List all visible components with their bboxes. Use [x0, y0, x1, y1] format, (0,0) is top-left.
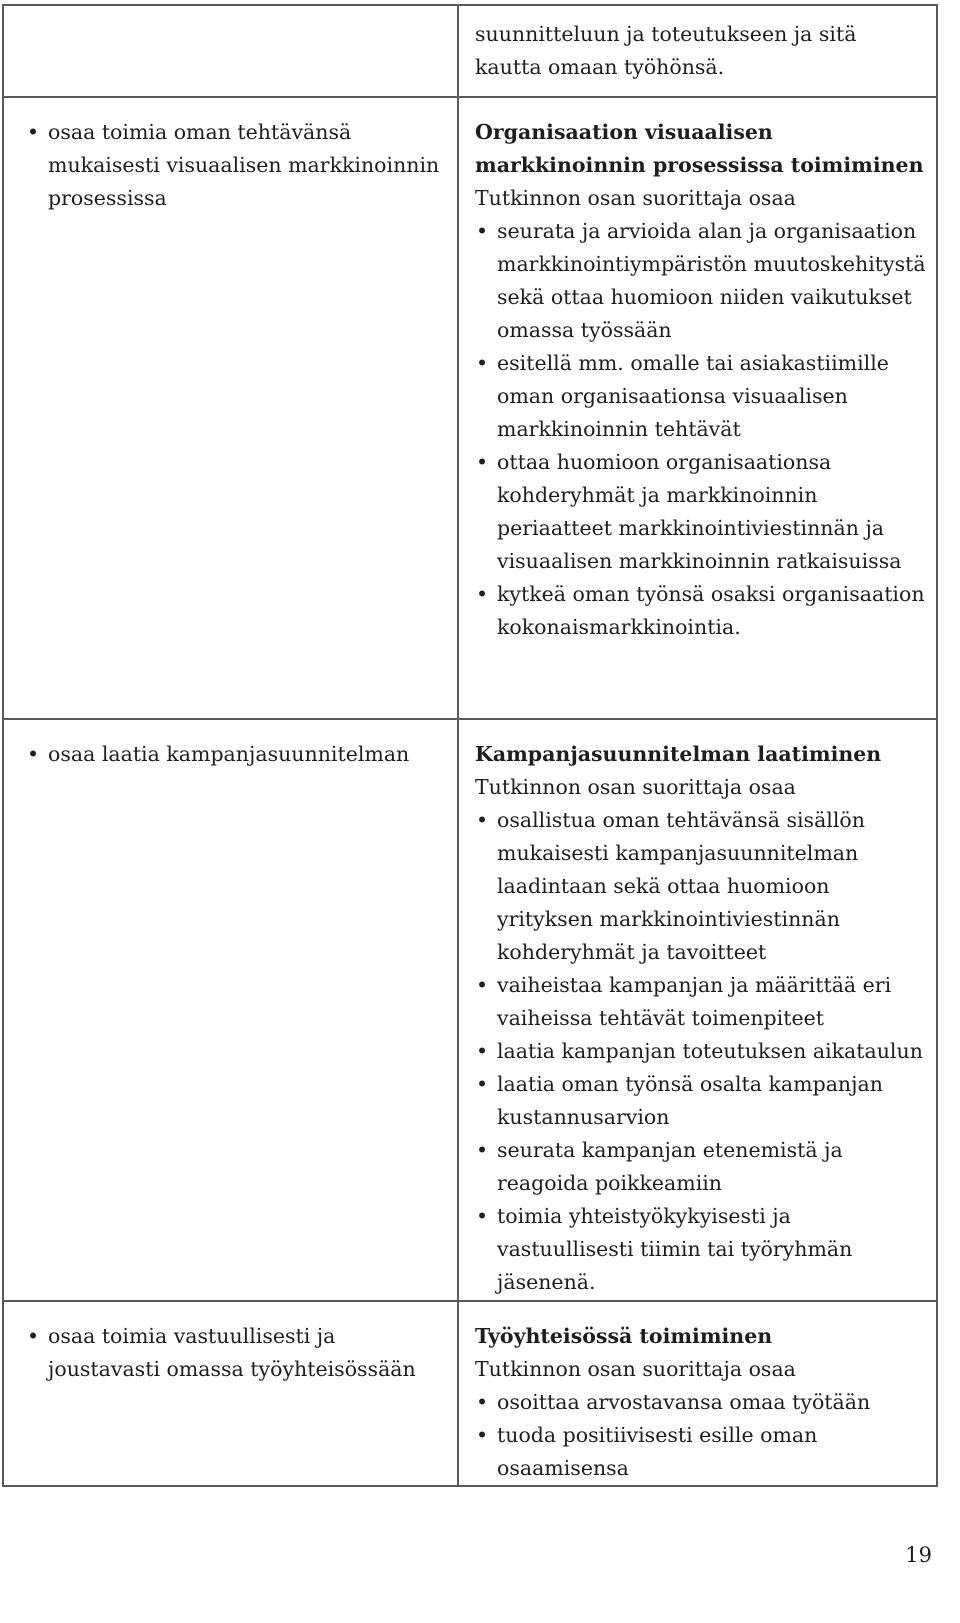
- list-item: • vaiheistaa kampanjan ja määrittää eri vaiheissa tehtävät toimenpiteet: [475, 969, 926, 1035]
- table-row: [3, 719, 937, 1301]
- list-item: • laatia oman työnsä osalta kampanjan kustannusarvion: [475, 1068, 926, 1134]
- left-cell: [3, 5, 458, 97]
- right-cell: [458, 719, 937, 1301]
- list-item: • seurata kampanjan etenemistä ja reagoida poikkeamiin: [475, 1134, 926, 1200]
- section-heading: Organisaation visuaalisen markkinoinnin prosessissa toimiminen: [475, 120, 924, 177]
- criteria-table: [2, 4, 938, 1487]
- competence-goal: • osaa toimia oman tehtävänsä mukaisesti visuaalisen markkinoinnin prosessissa: [26, 116, 445, 215]
- table-row: [3, 5, 937, 97]
- left-cell: [3, 1301, 458, 1486]
- list-item: • seurata ja arvioida alan ja organisaation markkinointiympäristön muutoskehitystä sekä ottaa huomioon niiden vaikutukset omassa työssään: [475, 215, 926, 347]
- list-item: • laatia kampanjan toteutuksen aikataulun: [475, 1035, 926, 1068]
- right-cell: [458, 1301, 937, 1486]
- list-item: • esitellä mm. omalle tai asiakastiimille oman organisaationsa visuaalisen markkinoinnin tehtävät: [475, 347, 926, 446]
- right-cell: [458, 97, 937, 719]
- competence-goal: • osaa toimia vastuullisesti ja joustavasti omassa työyhteisössään: [26, 1320, 445, 1386]
- criteria-list: [475, 1386, 926, 1485]
- criteria-list: [475, 215, 926, 644]
- continuation-text: suunnitteluun ja toteutukseen ja sitä kautta omaan työhönsä.: [475, 22, 857, 79]
- page-number: 19: [905, 1543, 932, 1567]
- list-item: • osoittaa arvostavansa omaa työtään: [475, 1386, 926, 1419]
- section-heading: Kampanjasuunnitelman laatiminen: [475, 742, 882, 766]
- section-heading: Työyhteisössä toimiminen: [475, 1324, 773, 1348]
- left-cell: [3, 97, 458, 719]
- left-cell: [3, 719, 458, 1301]
- criteria-list: [475, 804, 926, 1299]
- list-item: • ottaa huomioon organisaationsa kohderyhmät ja markkinoinnin periaatteet markkinointiviestinnän ja visuaalisen markkinoinnin ratkaisuissa: [475, 446, 926, 578]
- competence-goal: • osaa laatia kampanjasuunnitelman: [26, 738, 445, 771]
- list-item: • kytkeä oman työnsä osaksi organisaation kokonaismarkkinointia.: [475, 578, 926, 644]
- list-item: • toimia yhteistyökykyisesti ja vastuullisesti tiimin tai työryhmän jäsenenä.: [475, 1200, 926, 1299]
- section-intro: Tutkinnon osan suorittaja osaa: [475, 775, 796, 799]
- table-row: [3, 97, 937, 719]
- list-item: • osallistua oman tehtävänsä sisällön mukaisesti kampanjasuunnitelman laadintaan sekä ottaa huomioon yrityksen markkinointiviestinnän kohderyhmät ja tavoitteet: [475, 804, 926, 969]
- right-cell: [458, 5, 937, 97]
- section-intro: Tutkinnon osan suorittaja osaa: [475, 1357, 796, 1381]
- table-row: [3, 1301, 937, 1486]
- list-item: • tuoda positiivisesti esille oman osaamisensa: [475, 1419, 926, 1485]
- section-intro: Tutkinnon osan suorittaja osaa: [475, 186, 796, 210]
